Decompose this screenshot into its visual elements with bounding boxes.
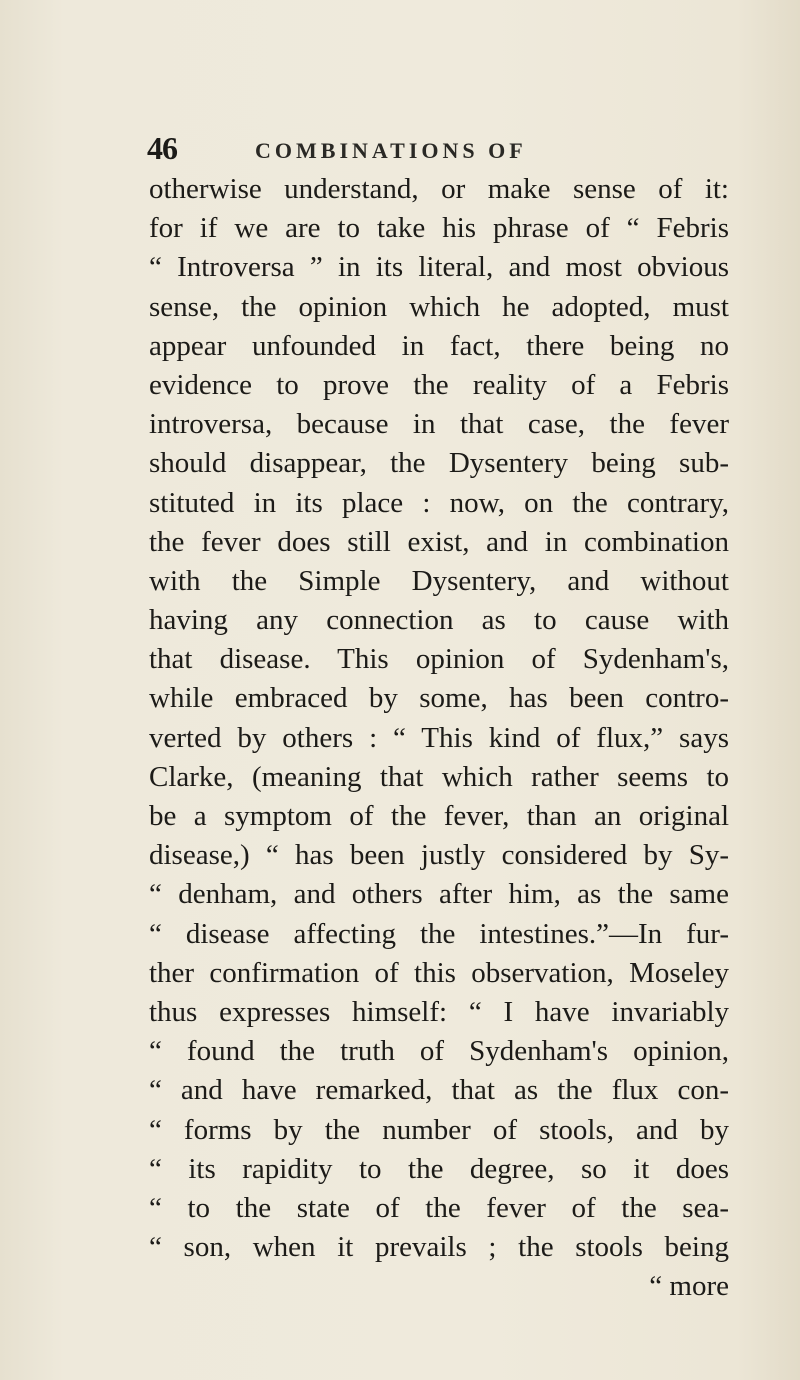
text-line: should disappear, the Dysentery being sub- xyxy=(149,447,729,480)
body-text xyxy=(149,170,729,1306)
text-line: “ Introversa ” in its literal, and most obvious xyxy=(149,251,729,284)
page-header xyxy=(0,130,800,170)
text-line: “ disease affecting the intestines.”—In fur- xyxy=(149,917,729,950)
text-line: “ son, when it prevails ; the stools being xyxy=(149,1231,729,1264)
text-line: ther confirmation of this observation, Moseley xyxy=(149,956,729,989)
text-line: “ forms by the number of stools, and by xyxy=(149,1113,729,1146)
text-line: “ denham, and others after him, as the same xyxy=(149,878,729,911)
text-line: “ found the truth of Sydenham's opinion, xyxy=(149,1035,729,1068)
text-line: for if we are to take his phrase of “ Febris xyxy=(149,212,729,245)
text-line: “ and have remarked, that as the flux con- xyxy=(149,1074,729,1107)
text-line: appear unfounded in fact, there being no xyxy=(149,329,729,362)
text-line: while embraced by some, has been contro- xyxy=(149,682,729,715)
text-line: evidence to prove the reality of a Febris xyxy=(149,368,729,401)
text-line: Clarke, (meaning that which rather seems to xyxy=(149,760,729,793)
text-line: sense, the opinion which he adopted, must xyxy=(149,290,729,323)
text-line: stituted in its place : now, on the contrary, xyxy=(149,486,729,519)
text-line: the fever does still exist, and in combination xyxy=(149,525,729,558)
text-line: otherwise understand, or make sense of it: xyxy=(149,173,729,205)
text-line: be a symptom of the fever, than an original xyxy=(149,800,729,832)
text-line: thus expresses himself: “ I have invariably xyxy=(149,995,729,1028)
text-line: that disease. This opinion of Sydenham's, xyxy=(149,643,729,676)
catchword: “ more xyxy=(649,1270,729,1303)
text-line: “ its rapidity to the degree, so it does xyxy=(149,1152,729,1185)
page-number: 46 xyxy=(147,130,177,166)
text-line: disease,) “ has been justly considered by Sy- xyxy=(149,839,729,872)
text-line: with the Simple Dysentery, and without xyxy=(149,564,729,597)
text-line: having any connection as to cause with xyxy=(149,604,729,637)
text-line: “ to the state of the fever of the sea- xyxy=(149,1191,729,1224)
text-line: introversa, because in that case, the fever xyxy=(149,408,729,441)
text-line: verted by others : “ This kind of flux,” says xyxy=(149,721,729,754)
running-head: COMBINATIONS OF xyxy=(255,138,527,163)
